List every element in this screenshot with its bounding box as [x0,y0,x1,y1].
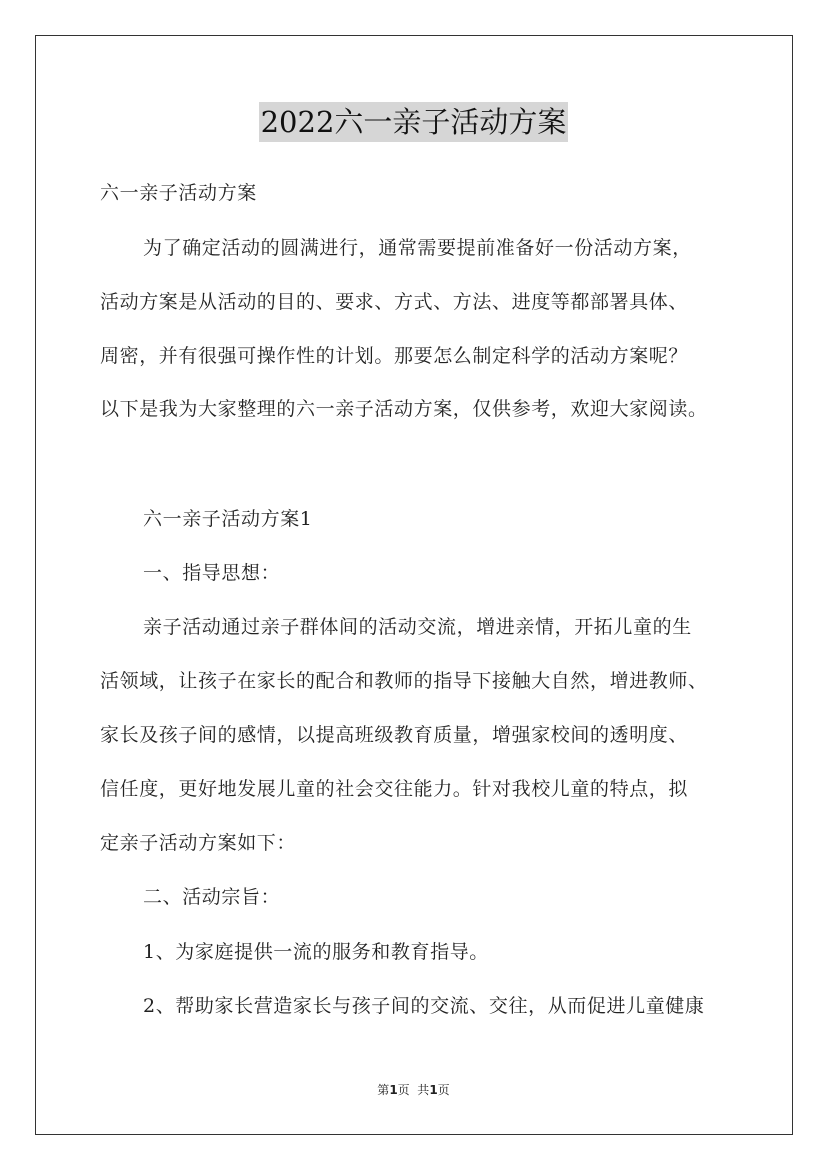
intro-line-2: 活动方案是从活动的目的、要求、方式、方法、进度等都部署具体、 [100,291,689,313]
page-footer [0,1082,827,1098]
document-title: 2022六一亲子活动方案 [259,102,569,142]
para-1-line-2: 活领域，让孩子在家长的配合和教师的指导下接触大自然，增进教师、 [100,670,708,692]
title-container [0,102,827,142]
para-1-line-1: 亲子活动通过亲子群体间的活动交流，增进亲情，开拓儿童的生 [143,616,692,638]
para-1-line-5: 定亲子活动方案如下： [100,832,297,854]
heading-guiding-thought: 一、指导思想： [143,562,281,584]
heading-activity-purpose: 二、活动宗旨： [143,886,281,908]
document-subtitle: 六一亲子活动方案 [100,182,257,204]
footer-page-mid: 页 共 [397,1083,430,1097]
intro-line-1: 为了确定活动的圆满进行，通常需要提前准备好一份活动方案， [143,237,692,259]
para-1-line-4: 信任度，更好地发展儿童的社会交往能力。针对我校儿童的特点，拟 [100,778,689,800]
intro-line-4: 以下是我为大家整理的六一亲子活动方案，仅供参考，欢迎大家阅读。 [100,398,708,420]
footer-page-prefix: 第 [377,1083,390,1097]
intro-line-3: 周密，并有很强可操作性的计划。那要怎么制定科学的活动方案呢？ [100,345,689,367]
list-item-1: 1、为家庭提供一流的服务和教育指导。 [143,941,489,963]
list-item-2: 2、帮助家长营造家长与孩子间的交流、交往，从而促进儿童健康 [143,995,705,1017]
para-1-line-3: 家长及孩子间的感情，以提高班级教育质量，增强家校间的透明度、 [100,724,689,746]
footer-page-number: 1 [389,1083,398,1097]
footer-page-suffix: 页 [437,1083,450,1097]
section-title: 六一亲子活动方案1 [143,508,313,530]
footer-total-pages: 1 [429,1083,438,1097]
